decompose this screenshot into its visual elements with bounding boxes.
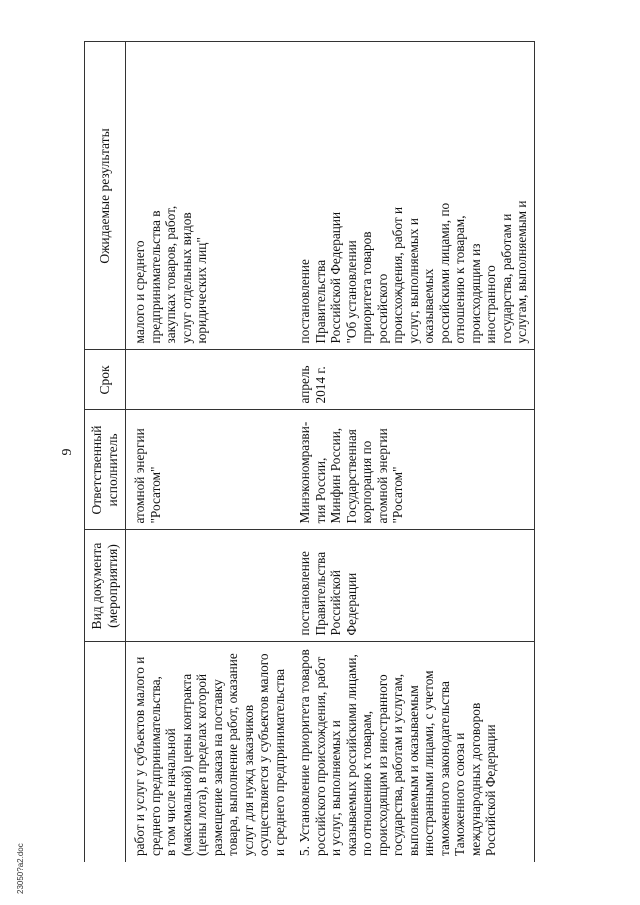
cell-expected-results: постановление Правительства Российской Федерации "Об установлении приоритета товаров российского происхождения, работ и услуг, выполняемых и оказываемых российскими лицами, по отношению к товарам, происходящим из иностранного государства, работам и услугам, выполняемым и — [291, 42, 534, 350]
cell-responsible: Минэкономразви- тия России, Минфин России, Государственная корпорация по атомной энергии "Росатом" — [291, 410, 534, 530]
cell-measure: 5. Установление приоритета товаров российского происхождения, работ и услуг, выполняемых и оказываемых российскими лицами, по отношению к товарам, происходящим из иностранного государства, работам и услугам, выполняемым и оказываемым иностранными лицами, с учетом таможенного законодательства Таможенного союза и международных договоров Российской Федерации — [291, 642, 534, 862]
cell-expected-results: малого и среднего предпринимательства в закупках товаров, работ, услуг отдельных видов юридических лиц" — [126, 42, 292, 350]
page-number: 9 — [60, 448, 75, 456]
header-document-type: Вид документа (мероприятия) — [85, 530, 126, 642]
cell-document-type: постановление Правительства Российской Федерации — [291, 530, 534, 642]
cell-document-type — [126, 530, 292, 642]
cell-deadline: апрель 2014 г. — [291, 350, 534, 410]
table-header-row — [85, 42, 126, 862]
table-row — [126, 42, 292, 862]
header-deadline: Срок — [85, 350, 126, 410]
cell-deadline — [126, 350, 292, 410]
footer-file-code: 23050?a2.doc — [16, 843, 25, 894]
header-cell-empty — [85, 642, 126, 862]
header-responsible: Ответственный исполнитель — [85, 410, 126, 530]
cell-responsible: атомной энергии "Росатом" — [126, 410, 292, 530]
document-table — [84, 42, 535, 863]
rotated-page — [60, 42, 580, 862]
header-expected-results: Ожидаемые результаты — [85, 42, 126, 350]
cell-measure: работ и услуг у субъектов малого и среднего предпринимательства, в том числе начальной (максимальной) цены контракта (цены лота), в пределах которой размещение заказа на поставку товара, выполнение работ, оказание услуг для нужд заказчиков осуществляется у субъектов малого и среднего предпринимательства — [126, 642, 292, 862]
table-row — [291, 42, 534, 862]
